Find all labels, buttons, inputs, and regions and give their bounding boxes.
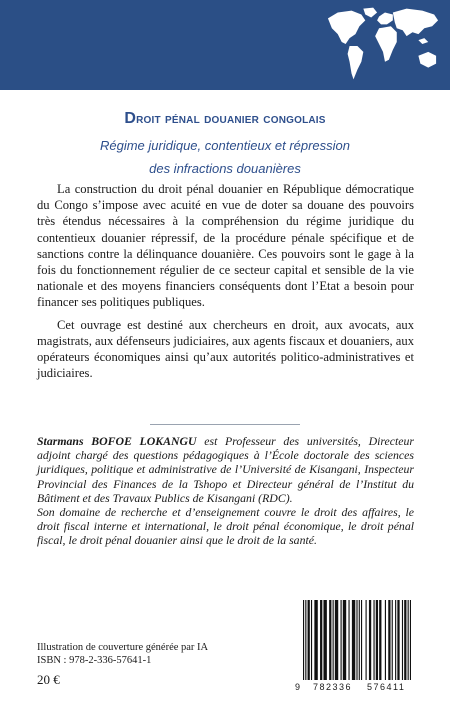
isbn-barcode [295, 596, 419, 704]
book-title [0, 110, 450, 128]
author-bio-paragraph-1 [37, 434, 414, 505]
top-color-band [0, 0, 450, 90]
barcode-bar [376, 600, 378, 680]
barcode-bar [356, 600, 357, 680]
book-summary [37, 181, 414, 387]
book-subtitle [0, 134, 450, 180]
barcode-bar [402, 600, 403, 680]
barcode-bar [323, 600, 326, 680]
barcode-bar [348, 600, 349, 680]
summary-paragraph-1: La construction du droit pénal douanier en République démocratique du Congo s’impose avec acuité en vue de doter sa douane des pouvoirs très étendus nécessaires à la compréhension du régime juridique du contentieux douanier répressif, de la procédure pénale spécifique et de sanctions contre la délinquance douanière. Ces pouvoirs sont le gage à la fois du fonctionnement régulier de ce secteur capital et sensible de la vie nationale et des moyens financiers conséquents dont l’Etat a besoin pour financer ses politiques publiques. [37, 182, 414, 310]
barcode-bar [329, 600, 331, 680]
barcode-bar [408, 600, 409, 680]
illustration-credit: Illustration de couverture générée par IA [37, 642, 209, 653]
barcode-digits-left: 782336 [313, 682, 353, 692]
barcode-bar [366, 600, 367, 680]
summary-paragraph-2: Cet ouvrage est destiné aux chercheurs en droit, aux avocats, aux magistrats, aux défenseurs judiciaires, aux agents fiscaux et douaniers, aux opérateurs économiques ainsi qu’aux autorités politico-administratives et judiciaires. [37, 317, 414, 381]
barcode-bar [341, 600, 342, 680]
barcode-bar [395, 600, 396, 680]
author-name: Starmans BOFOE LOKANGU [37, 434, 197, 448]
author-bio-paragraph-2: Son domaine de recherche et d’enseignement couvre le droit des affaires, le droit fiscal interne et international, le droit pénal économique, le droit pénal fiscal, le droit pénal douanier ainsi que le droit de la santé. [37, 505, 414, 548]
publication-info [37, 641, 277, 686]
barcode-bar [404, 600, 406, 680]
barcode-bar [343, 600, 346, 680]
barcode-bar [369, 600, 371, 680]
barcode-bar [352, 600, 355, 680]
barcode-bars [301, 600, 413, 680]
isbn: ISBN : 978-2-336-57641-1 [37, 655, 152, 666]
barcode-bar [308, 600, 310, 680]
price: 20 € [37, 672, 60, 687]
barcode-digits [295, 682, 419, 696]
barcode-bar [385, 600, 386, 680]
barcode-bar [359, 600, 360, 680]
section-divider [150, 424, 300, 425]
book-title-rest: roit pénal douanier congolais [136, 111, 326, 127]
author-bio-text: est Professeur des universités, Directeur adjoint chargé des questions pédagogiques à l’École doctorale des sciences juridiques, politique et administrative de l’Université de Kisangani, Inspecteur Provincial des Finances de la Tshopo et Directeur général de l’Institut du Bâtiment et des Travaux Publics de Kisangani (RDC). [37, 434, 414, 505]
barcode-digit-lead: 9 [295, 682, 301, 692]
subtitle-line-1: Régime juridique, contentieux et répression [99, 138, 351, 153]
barcode-bar [314, 600, 317, 680]
world-map-icon [324, 4, 442, 84]
barcode-digits-right: 576411 [367, 682, 406, 692]
barcode-bar [361, 600, 362, 680]
barcode-bar [373, 600, 374, 680]
barcode-bar [333, 600, 334, 680]
barcode-bar [305, 600, 306, 680]
barcode-bar [311, 600, 312, 680]
barcode-bar [335, 600, 338, 680]
barcode-bar [320, 600, 322, 680]
subtitle-line-2: des infractions douanières [149, 161, 301, 176]
barcode-bar [392, 600, 393, 680]
barcode-bar [379, 600, 381, 680]
author-bio [37, 434, 414, 548]
barcode-bar [410, 600, 411, 680]
barcode-bar [397, 600, 399, 680]
title-block [0, 110, 450, 180]
barcode-bar [388, 600, 390, 680]
barcode-bar [303, 600, 304, 680]
book-title-initial: D [124, 110, 137, 127]
